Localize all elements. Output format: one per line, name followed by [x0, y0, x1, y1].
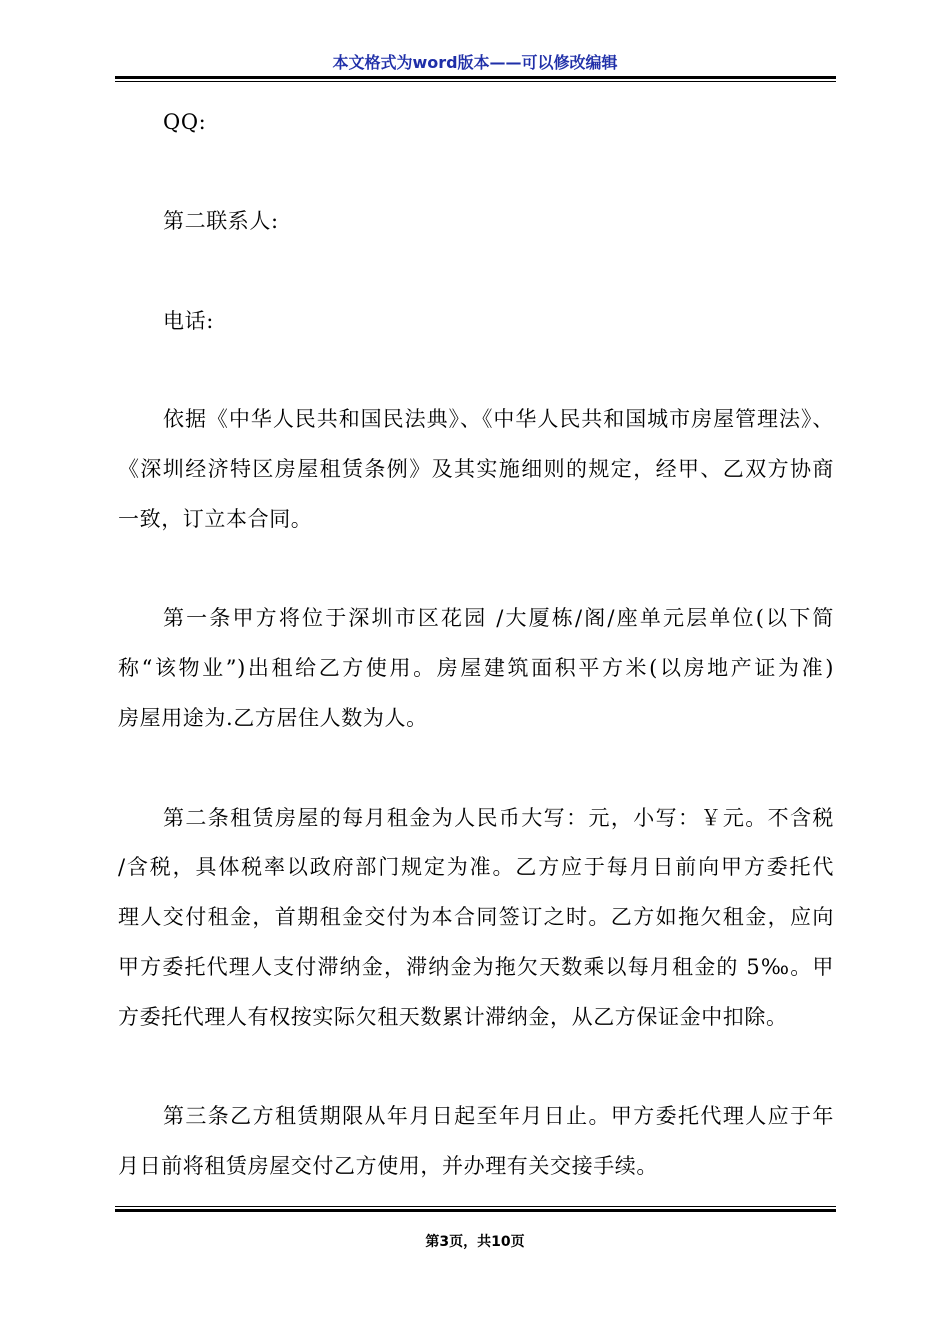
- header-text: 本文格式为word版本——可以修改编辑: [332, 53, 618, 72]
- article-2-line-2: /含税，具体税率以政府部门规定为准。乙方应于每月日前向甲方委托代: [118, 855, 834, 879]
- header-rule-thin: [115, 81, 836, 82]
- footer-rule-thin: [115, 1206, 836, 1207]
- article-2-line-5: 方委托代理人有权按实际欠租天数累计滞纳金，从乙方保证金中扣除。: [118, 1005, 788, 1029]
- article-1-line-2: 称“该物业”)出租给乙方使用。房屋建筑面积平方米(以房地产证为准): [118, 656, 834, 680]
- qq-line: QQ:: [163, 110, 207, 134]
- paragraph-basis-line-2: 《深圳经济特区房屋租赁条例》及其实施细则的规定，经甲、乙双方协商: [118, 457, 834, 481]
- article-3-line-2: 月日前将租赁房屋交付乙方使用，并办理有关交接手续。: [118, 1154, 658, 1178]
- article-1-line-3: 房屋用途为.乙方居住人数为人。: [118, 706, 428, 730]
- article-2-line-4: 甲方委托代理人支付滞纳金，滞纳金为拖欠天数乘以每月租金的 5‰。甲: [118, 955, 834, 979]
- phone-line: 电话:: [163, 309, 214, 333]
- page-number: 第3页，共10页: [425, 1234, 525, 1250]
- paragraph-basis-line-1: 依据《中华人民共和国民法典》、《中华人民共和国城市房屋管理法》、: [163, 407, 834, 431]
- article-3-line-1: 第三条乙方租赁期限从年月日起至年月日止。甲方委托代理人应于年: [163, 1104, 834, 1128]
- article-1-line-1: 第一条甲方将位于深圳市区花园 /大厦栋/阁/座单元层单位(以下简: [163, 606, 834, 630]
- article-2-line-3: 理人交付租金，首期租金交付为本合同签订之时。乙方如拖欠租金，应向: [118, 905, 834, 929]
- paragraph-basis-line-3: 一致，订立本合同。: [118, 507, 313, 531]
- second-contact-line: 第二联系人:: [163, 209, 279, 233]
- footer-rule-thick: [115, 1209, 836, 1212]
- header-rule-thick: [115, 76, 836, 79]
- article-2-line-1: 第二条租赁房屋的每月租金为人民币大写：元，小写：￥元。不含税: [163, 806, 834, 830]
